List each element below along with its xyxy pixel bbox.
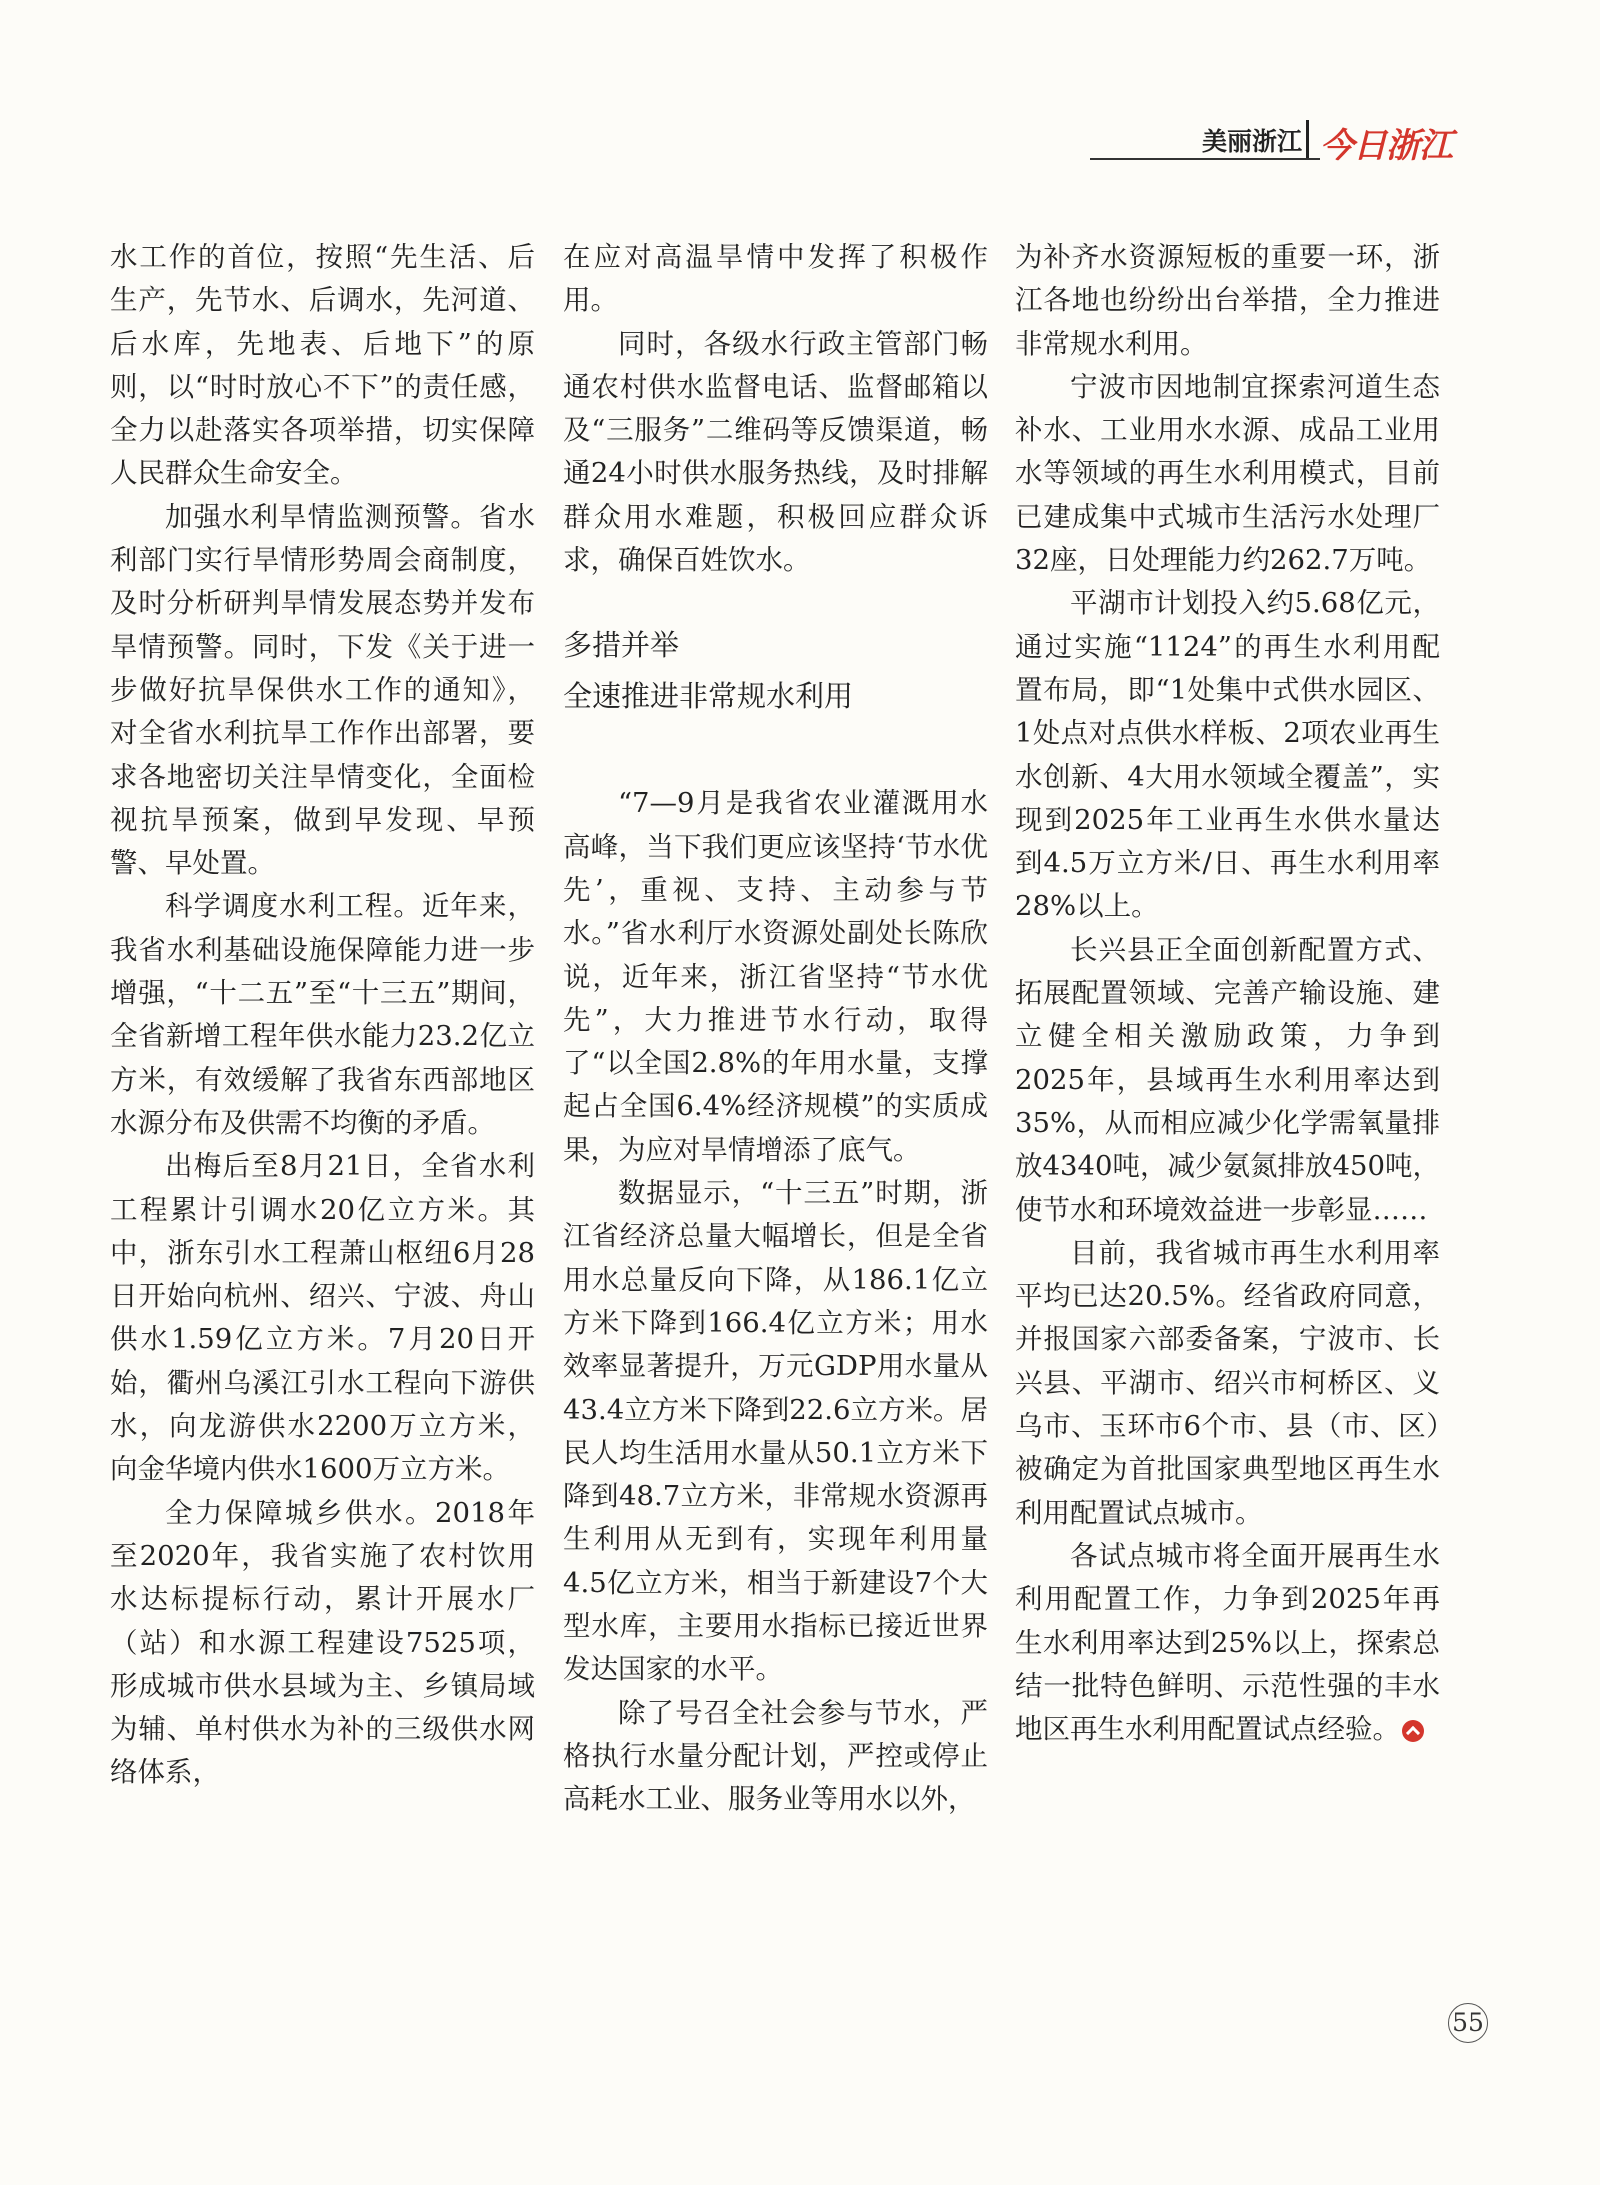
article-column-1 <box>110 236 535 1795</box>
paragraph: 长兴县正全面创新配置方式、拓展配置领域、完善产输设施、建立健全相关激励政策，力争到2025年，县域再生水利用率达到35%，从而相应减少化学需氧量排放4340吨，减少氨氮排放450吨，使节水和环境效益进一步彰显…… <box>1015 933 1440 1226</box>
paragraph: 除了号召全社会参与节水，严格执行水量分配计划，严控或停止高耗水工业、服务业等用水以外， <box>563 1696 988 1816</box>
article-column-3 <box>1015 236 1440 1751</box>
article-end-mark-icon <box>1402 1720 1424 1742</box>
magazine-logo: 今日浙江 <box>1320 126 1452 166</box>
page-header <box>1090 118 1482 166</box>
paragraph: 科学调度水利工程。近年来，我省水利基础设施保障能力进一步增强，“十二五”至“十三五”期间，全省新增工程年供水能力23.2亿立方米，有效缓解了我省东西部地区水源分布及供需不均衡的矛盾。 <box>110 890 535 1139</box>
subheading-line-2: 全速推进非常规水利用 <box>563 679 854 714</box>
paragraph: 加强水利旱情监测预警。省水利部门实行旱情形势周会商制度，及时分析研判旱情发展态势并发布旱情预警。同时，下发《关于进一步做好抗旱保供水工作的通知》，对全省水利抗旱工作作出部署，要求各地密切关注旱情变化，全面检视抗旱预案，做到早发现、早预警、早处置。 <box>110 500 535 880</box>
paragraph: 同时，各级水行政主管部门畅通农村供水监督电话、监督邮箱以及“三服务”二维码等反馈渠道，畅通24小时供水服务热线，及时排解群众用水难题，积极回应群众诉求，确保百姓饮水。 <box>563 327 988 577</box>
subheading-line-1: 多措并举 <box>563 628 680 663</box>
paragraph: 平湖市计划投入约5.68亿元，通过实施“1124”的再生水利用配置布局，即“1处集中式供水园区、1处点对点供水样板、2项农业再生水创新、4大用水领域全覆盖”，实现到2025年工业再生水供水量达到4.5万立方米/日、再生水利用率28%以上。 <box>1015 587 1440 923</box>
paragraph: 宁波市因地制宜探索河道生态补水、工业用水水源、成品工业用水等领域的再生水利用模式，目前已建成集中式城市生活污水处理厂32座，日处理能力约262.7万吨。 <box>1015 370 1440 577</box>
section-subheading <box>563 620 988 722</box>
paragraph: 目前，我省城市再生水利用率平均已达20.5%。经省政府同意，并报国家六部委备案，宁波市、长兴县、平湖市、绍兴市柯桥区、义乌市、玉环市6个市、县（市、区）被确定为首批国家典型地区再生水利用配置试点城市。 <box>1015 1236 1440 1529</box>
paragraph: 为补齐水资源短板的重要一环，浙江各地也纷纷出台举措，全力推进非常规水利用。 <box>1015 241 1440 360</box>
paragraph: “7—9月是我省农业灌溉用水高峰，当下我们更应该坚持‘节水优先’，重视、支持、主动参与节水。”省水利厅水资源处副处长陈欣说，近年来，浙江省坚持“节水优先”，大力推进节水行动，取得了“以全国2.8%的年用水量，支撑起占全国6.4%经济规模”的实质成果，为应对旱情增添了底气。 <box>563 787 988 1166</box>
paragraph: 数据显示，“十三五”时期，浙江省经济总量大幅增长，但是全省用水总量反向下降，从186.1亿立方米下降到166.4亿立方米；用水效率显著提升，万元GDP用水量从43.4立方米下降到22.6立方米。居民人均生活用水量从50.1立方米下降到48.7立方米，非常规水资源再生利用从无到有，实现年利用量4.5亿立方米，相当于新建设7个大型水库，主要用水指标已接近世界发达国家的水平。 <box>563 1177 988 1686</box>
header-rule <box>1090 158 1320 160</box>
paragraph: 全力保障城乡供水。2018年至2020年，我省实施了农村饮用水达标提标行动，累计开展水厂（站）和水源工程建设7525项，形成城市供水县域为主、乡镇局域为辅、单村供水为补的三级供水网络体系， <box>110 1496 535 1789</box>
page-number: 55 <box>1448 2003 1488 2043</box>
paragraph: 在应对高温旱情中发挥了积极作用。 <box>563 241 988 317</box>
final-paragraph-text: 各试点城市将全面开展再生水利用配置工作，力争到2025年再生水利用率达到25%以上，探索总结一批特色鲜明、示范性强的丰水地区再生水利用配置试点经验。 <box>1015 1539 1440 1746</box>
paragraph: 出梅后至8月21日，全省水利工程累计引调水20亿立方米。其中，浙东引水工程萧山枢纽6月28日开始向杭州、绍兴、宁波、舟山供水1.59亿立方米。7月20日开始，衢州乌溪江引水工程向下游供水，向龙游供水2200万立方米，向金华境内供水1600万立方米。 <box>110 1150 535 1486</box>
article-column-2 <box>563 236 988 1822</box>
paragraph: 水工作的首位，按照“先生活、后生产，先节水、后调水，先河道、后水库，先地表、后地下”的原则，以“时时放心不下”的责任感，全力以赴落实各项举措，切实保障人民群众生命安全。 <box>110 241 535 490</box>
paragraph-final <box>1015 1535 1440 1751</box>
section-name: 美丽浙江 <box>1202 127 1303 156</box>
header-divider <box>1306 120 1309 158</box>
